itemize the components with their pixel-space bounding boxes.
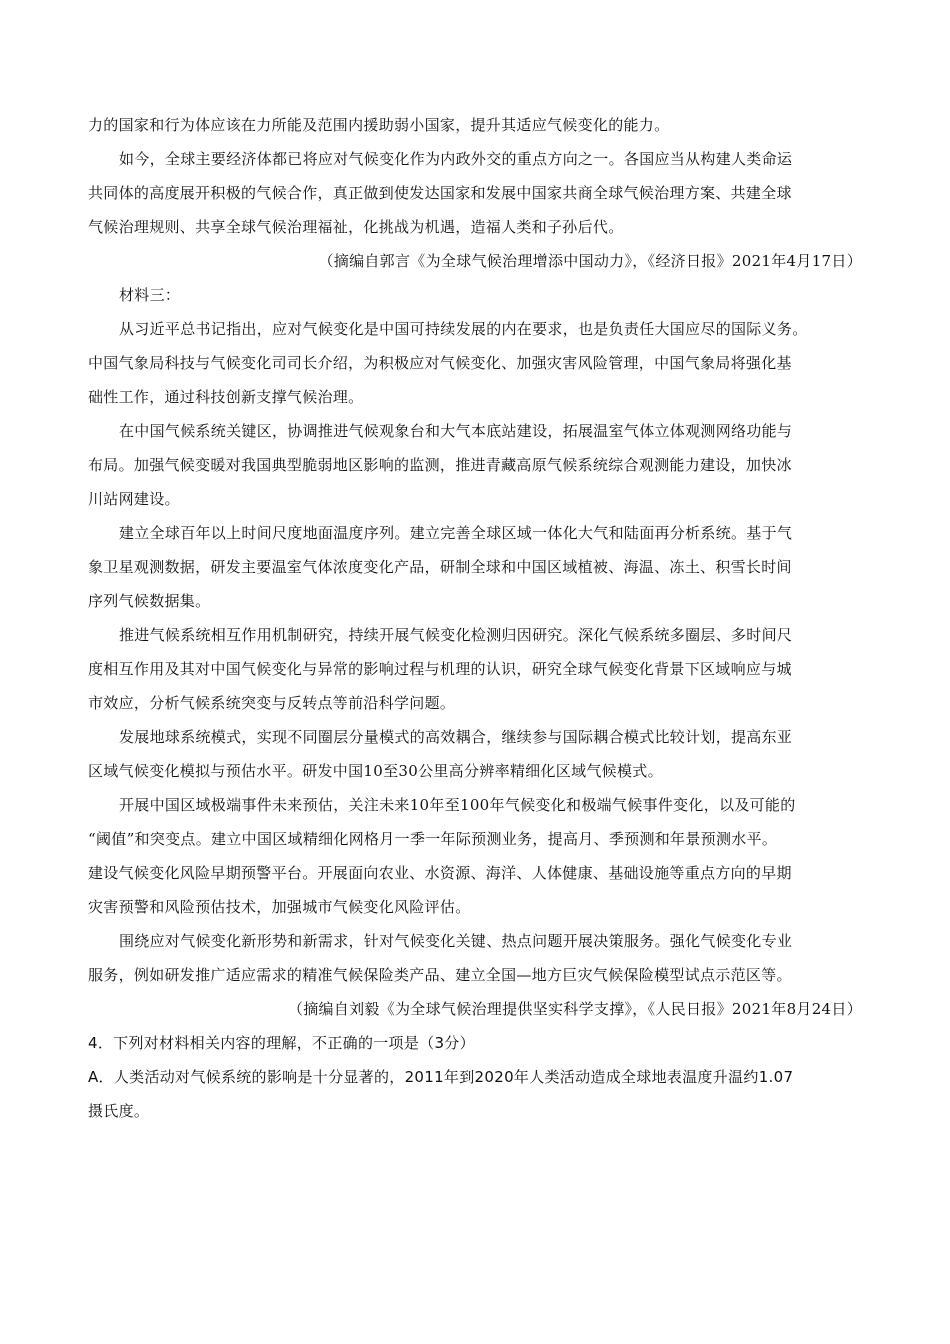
paragraph-line: 从习近平总书记指出，应对气候变化是中国可持续发展的内在要求，也是负责任大国应尽的国际义务。 [119, 320, 808, 338]
section-label: 材料三： [119, 286, 181, 304]
question-line: 4．下列对材料相关内容的理解，不正确的一项是（3分） [88, 1034, 475, 1052]
text-line: 布局。加强气候变暖对我国典型脆弱地区影响的监测，推进青藏高原气候系统综合观测能力建设，加快冰 [88, 456, 792, 474]
text-line: 川站网建设。 [88, 490, 180, 508]
text-line: 力的国家和行为体应该在力所能及范围内援助弱小国家，提升其适应气候变化的能力。 [88, 116, 670, 134]
paragraph-line: 开展中国区域极端事件未来预估，关注未来10年至100年气候变化和极端气候事件变化，以及可能的 [119, 796, 796, 814]
text-line: 市效应，分析气候系统突变与反转点等前沿科学问题。 [88, 694, 456, 712]
paragraph-line: 在中国气候系统关键区，协调推进气候观象台和大气本底站建设，拓展温室气体立体观测网络功能与 [119, 422, 793, 440]
text-line: 灾害预警和风险预估技术，加强城市气候变化风险评估。 [88, 898, 471, 916]
citation-line: （摘编自郭言《为全球气候治理增添中国动力》，《经济日报》2021年4月17日） [318, 252, 862, 270]
text-line: “阈值”和突变点。建立中国区域精细化网格月一季一年际预测业务，提高月、季预测和年景预测水平。 [88, 830, 778, 848]
document-page [88, 108, 868, 1128]
text-line: 序列气候数据集。 [88, 592, 211, 610]
text-line: 础性工作，通过科技创新支撑气候治理。 [88, 388, 364, 406]
citation-line: （摘编自刘毅《为全球气候治理提供坚实科学支撑》，《人民日报》2021年8月24日） [287, 1000, 862, 1018]
option-line: 摄氏度。 [88, 1102, 150, 1120]
text-line: 气候治理规则、共享全球气候治理福祉，化挑战为机遇，造福人类和子孙后代。 [88, 218, 624, 236]
paragraph-line: 发展地球系统模式，实现不同圈层分量模式的高效耦合，继续参与国际耦合模式比较计划，提高东亚 [119, 728, 793, 746]
text-line: 建设气候变化风险早期预警平台。开展面向农业、水资源、海洋、人体健康、基础设施等重点方向的早期 [88, 864, 792, 882]
paragraph-line: 建立全球百年以上时间尺度地面温度序列。建立完善全球区域一体化大气和陆面再分析系统。基于气 [119, 524, 793, 542]
text-line: 度相互作用及其对中国气候变化与异常的影响过程与机理的认识，研究全球气候变化背景下区域响应与城 [88, 660, 792, 678]
text-line: 区域气候变化模拟与预估水平。研发中国10至30公里高分辨率精细化区域气候模式。 [88, 762, 663, 780]
paragraph-line: 如今，全球主要经济体都已将应对气候变化作为内政外交的重点方向之一。各国应当从构建人类命运 [119, 150, 793, 168]
text-line: 服务，例如研发推广适应需求的精准气候保险类产品、建立全国—地方巨灾气候保险模型试点示范区等。 [88, 966, 792, 984]
paragraph-line: 推进气候系统相互作用机制研究，持续开展气候变化检测归因研究。深化气候系统多圈层、多时间尺 [119, 626, 793, 644]
text-line: 中国气象局科技与气候变化司司长介绍，为积极应对气候变化、加强灾害风险管理，中国气象局将强化基 [88, 354, 792, 372]
text-line: 象卫星观测数据，研发主要温室气体浓度变化产品，研制全球和中国区域植被、海温、冻土、积雪长时间 [88, 558, 792, 576]
option-line: A．人类活动对气候系统的影响是十分显著的，2011年到2020年人类活动造成全球地表温度升温约1.07 [88, 1068, 794, 1086]
text-line: 共同体的高度展开积极的气候合作，真正做到使发达国家和发展中国家共商全球气候治理方案、共建全球 [88, 184, 792, 202]
paragraph-line: 围绕应对气候变化新形势和新需求，针对气候变化关键、热点问题开展决策服务。强化气候变化专业 [119, 932, 793, 950]
